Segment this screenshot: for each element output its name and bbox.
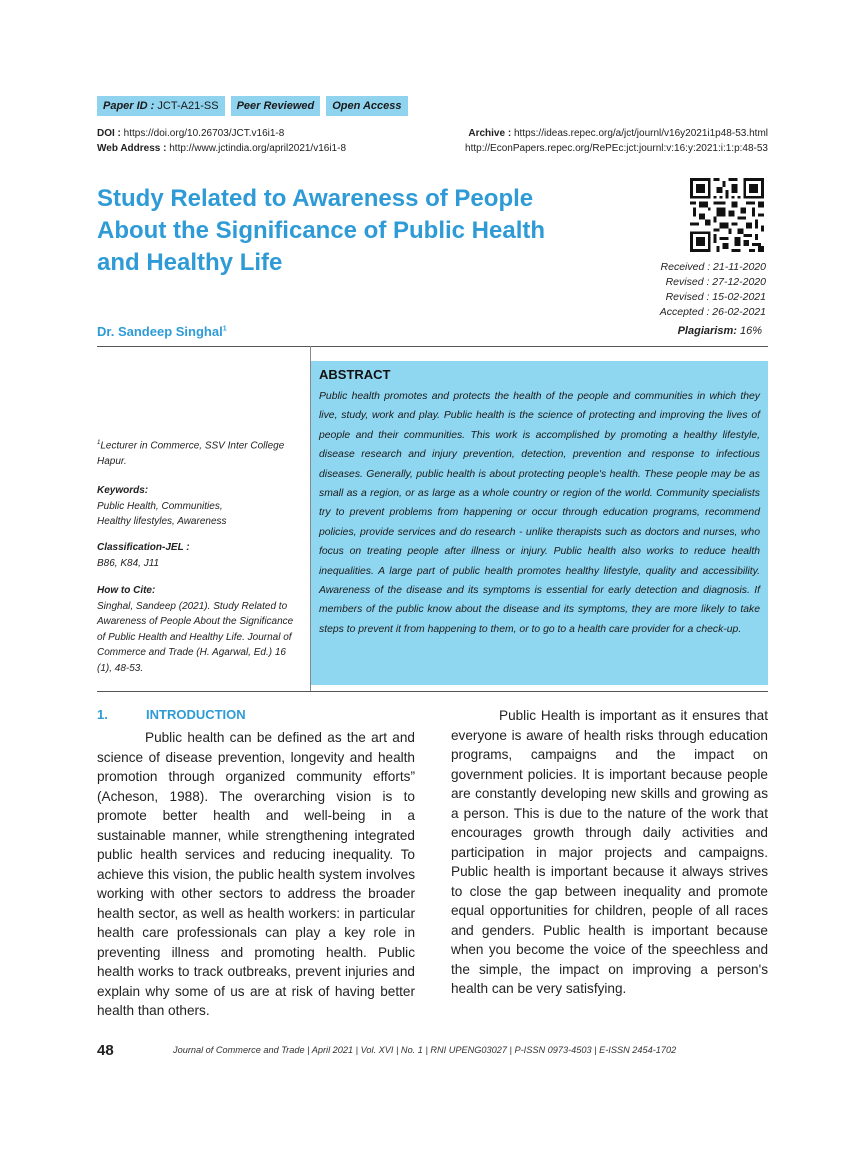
econpapers-link[interactable]: http://EconPapers.repec.org/RePEc:jct:journl:v:16:y:2021:i:1:p:48-53 xyxy=(465,143,768,154)
received-date: Received : 21-11-2020 xyxy=(660,261,766,273)
affiliation-marker: 1 xyxy=(97,440,101,446)
paper-id-badge xyxy=(97,96,225,116)
jel-heading: Classification-JEL : xyxy=(97,542,190,553)
keywords-text: Public Health, Communities, Healthy lifestyles, Awareness xyxy=(97,500,227,527)
title-line-1: Study Related to Awareness of People xyxy=(97,185,534,212)
archive-line xyxy=(465,126,768,141)
header-divider xyxy=(97,346,768,347)
plagiarism-value: 16% xyxy=(739,325,762,337)
plagiarism-score xyxy=(678,325,762,337)
open-access-label: Open Access xyxy=(332,100,402,112)
archive-link[interactable]: https://ideas.repec.org/a/jct/journl/v16y2021i1p48-53.html xyxy=(513,128,768,139)
paper-badges xyxy=(97,96,408,116)
title-line-3: and Healthy Life xyxy=(97,249,283,276)
author-name-text: Dr. Sandeep Singhal xyxy=(97,324,223,339)
section-title: INTRODUCTION xyxy=(146,707,246,722)
body-column-right: Public Health is important as it ensures that everyone is aware of health risks through education programs, campaigns and the impact on government policies. It is important because people are constantly developing new skills and growing as a person. This is due to the nature of the work that encourages growth through daily activities and participation in major projects and campaigns. Public health is important because it always strives to close the gap between inequality and promote equal opportunities for children, people of all races and genders. Public health is important because when you become the voice of the speechless and the simple, the impact on improving a person's health can be very satisfying. xyxy=(451,708,768,996)
abstract-heading: ABSTRACT xyxy=(319,367,391,382)
web-address-link[interactable]: http://www.jctindia.org/april2021/v16i1-8 xyxy=(169,143,347,154)
accepted-date: Accepted : 26-02-2021 xyxy=(659,306,766,318)
keywords-block xyxy=(97,483,302,530)
open-access-badge xyxy=(326,96,407,116)
citation-text: Singhal, Sandeep (2021). Study Related to Awareness of People About the Significance of Public Health and Healthy Life. Journal of Commerce and Trade (H. Agarwal, Ed.) 16 (1), 48-53. xyxy=(97,600,294,674)
revised-date-1: Revised : 27-12-2020 xyxy=(665,276,766,288)
page-number: 48 xyxy=(97,1042,114,1059)
revised-date-2: Revised : 15-02-2021 xyxy=(665,291,766,303)
plagiarism-label: Plagiarism: xyxy=(677,325,737,337)
paper-title xyxy=(97,183,557,279)
journal-footer: Journal of Commerce and Trade | April 2021 | Vol. XVI | No. 1 | RNI UPENG03027 | P-ISSN 0973-4503 | E-ISSN 2454-1702 xyxy=(173,1045,677,1055)
jel-codes: B86, K84, J11 xyxy=(97,557,160,569)
citation-block xyxy=(97,583,302,676)
doi-label: DOI : xyxy=(97,128,121,139)
affiliation-text: Lecturer in Commerce, SSV Inter College Hapur. xyxy=(97,440,285,467)
abstract-text: Public health promotes and protects the health of the people and communities in which they live, study, work and play. Public health is the science of protecting and improving the lives of people and their communities. This work is accomplished by promoting a healthy lifestyle, disease research and injury prevention, detection, prevention and response to infectious diseases. Generally, public health is about protecting people's health. These people may be as small as a region, or as large as a whole country or region of the world. Community specialists try to prevent problems from happening or occur through education programs, recommend policies, provide services and do research - unlike therapists such as doctors and nurses, who focus on treating people after illness or injury. Public health also works to reduce health inequalities. A large part of public health promotes healthy lifestyle, quality and accessibility. Awareness of the disease and its symptoms is essential for early detection and diagnosis. If members of the public know about the disease and its symptoms, they are more likely to take steps to prevent it from happening to them, or to go to a health care provider for a check-up. xyxy=(319,391,760,635)
author-affiliation-marker: 1 xyxy=(222,325,227,333)
abstract-divider xyxy=(97,691,768,692)
abstract-box xyxy=(311,361,768,685)
title-line-2: About the Significance of Public Health xyxy=(97,217,546,244)
doi-block xyxy=(97,126,346,156)
citation-heading: How to Cite: xyxy=(97,585,156,596)
paper-id-label: Paper ID : xyxy=(103,100,155,112)
peer-reviewed-label: Peer Reviewed xyxy=(236,100,315,112)
author-name xyxy=(97,324,227,339)
doi-line xyxy=(97,126,346,141)
paper-id-value: JCT-A21-SS xyxy=(157,100,219,112)
jel-block xyxy=(97,540,302,571)
peer-reviewed-badge xyxy=(231,96,321,116)
web-address-line xyxy=(97,141,346,156)
web-address-label: Web Address : xyxy=(97,143,167,154)
section-number: 1. xyxy=(97,707,108,722)
qr-code-icon xyxy=(690,178,764,252)
body-column-left: Public health can be defined as the art and science of disease prevention, longevity and health promotion through organized community efforts” (Acheson, 1988). The overarching vision is to promote better health and well-being in a sustainable manner, while strengthening integrated public health services and reducing inequality. To achieve this vision, the public health system involves working with other sectors to address the broader health sector, as well as health workers: in particular health care professionals can play a key role in preventing illness and promoting health. Public health works to track outbreaks, prevent injuries and explain why some of us are at risk of having better health than others. xyxy=(97,730,415,1018)
submission-dates xyxy=(660,260,766,320)
archive-label: Archive : xyxy=(468,128,512,139)
doi-link[interactable]: https://doi.org/10.26703/JCT.v16i1-8 xyxy=(123,128,285,139)
keywords-heading: Keywords: xyxy=(97,485,149,496)
affiliation-note xyxy=(97,436,302,469)
archive-block xyxy=(465,126,768,156)
